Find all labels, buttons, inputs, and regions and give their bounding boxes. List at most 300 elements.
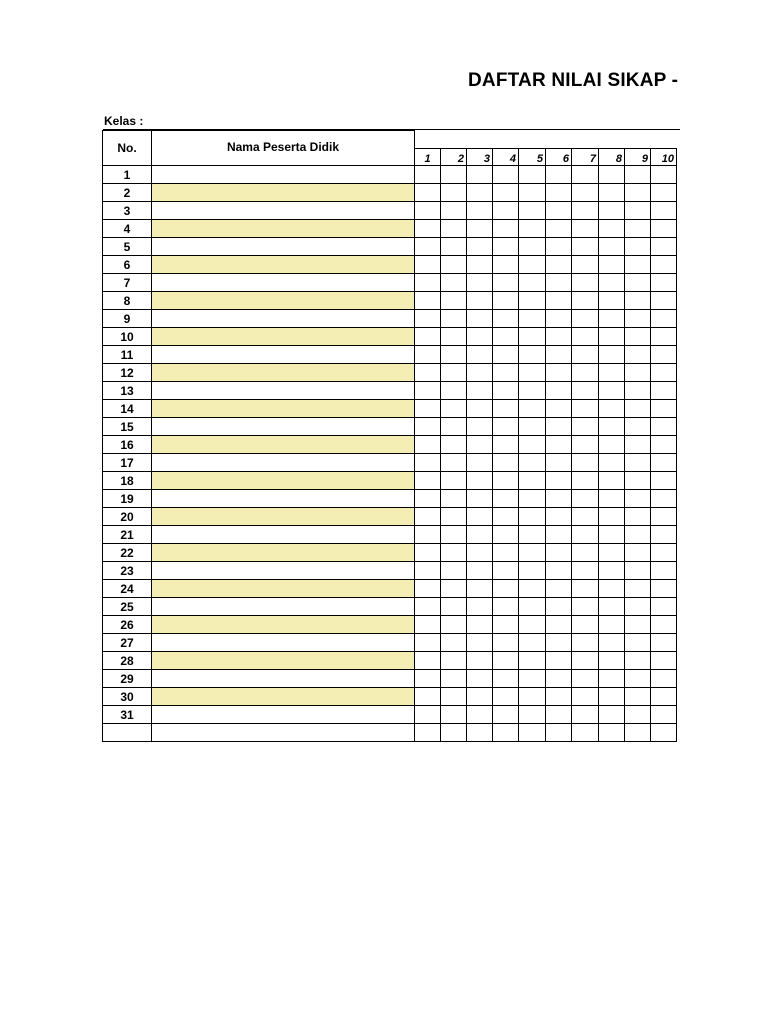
score-cell[interactable] [519,238,546,256]
score-cell[interactable] [651,454,677,472]
student-name-cell[interactable] [152,274,415,292]
student-name-cell[interactable] [152,184,415,202]
score-cell[interactable] [415,688,441,706]
score-cell[interactable] [546,346,572,364]
score-cell[interactable] [493,526,519,544]
score-cell[interactable] [441,310,467,328]
score-cell[interactable] [415,490,441,508]
score-cell[interactable] [467,472,493,490]
score-cell[interactable] [493,382,519,400]
student-name-cell[interactable] [152,418,415,436]
score-cell[interactable] [546,526,572,544]
student-name-cell[interactable] [152,166,415,184]
score-cell[interactable] [519,166,546,184]
score-cell[interactable] [599,706,625,724]
score-cell[interactable] [467,508,493,526]
score-cell[interactable] [467,238,493,256]
score-cell[interactable] [572,562,599,580]
score-cell[interactable] [415,634,441,652]
score-cell[interactable] [599,472,625,490]
score-cell[interactable] [599,724,625,742]
score-cell[interactable] [493,202,519,220]
score-cell[interactable] [651,292,677,310]
score-cell[interactable] [467,436,493,454]
score-cell[interactable] [599,220,625,238]
score-cell[interactable] [467,634,493,652]
student-name-cell[interactable] [152,436,415,454]
score-cell[interactable] [493,580,519,598]
score-cell[interactable] [415,598,441,616]
score-cell[interactable] [467,220,493,238]
score-cell[interactable] [441,202,467,220]
score-cell[interactable] [572,652,599,670]
score-cell[interactable] [546,634,572,652]
score-cell[interactable] [651,508,677,526]
student-name-cell[interactable] [152,580,415,598]
score-cell[interactable] [441,184,467,202]
score-cell[interactable] [467,292,493,310]
score-cell[interactable] [651,490,677,508]
score-cell[interactable] [625,508,651,526]
student-name-cell[interactable] [152,346,415,364]
score-cell[interactable] [415,220,441,238]
score-cell[interactable] [493,472,519,490]
score-cell[interactable] [519,526,546,544]
score-cell[interactable] [467,724,493,742]
score-cell[interactable] [625,490,651,508]
score-cell[interactable] [493,634,519,652]
score-cell[interactable] [493,508,519,526]
score-cell[interactable] [625,526,651,544]
score-cell[interactable] [493,454,519,472]
score-cell[interactable] [493,292,519,310]
score-cell[interactable] [599,454,625,472]
score-cell[interactable] [599,526,625,544]
score-cell[interactable] [519,652,546,670]
score-cell[interactable] [625,706,651,724]
score-cell[interactable] [415,580,441,598]
score-cell[interactable] [415,202,441,220]
score-cell[interactable] [651,652,677,670]
score-cell[interactable] [651,598,677,616]
score-cell[interactable] [546,580,572,598]
score-cell[interactable] [651,310,677,328]
score-cell[interactable] [519,724,546,742]
student-name-cell[interactable] [152,454,415,472]
student-name-cell[interactable] [152,472,415,490]
score-cell[interactable] [599,202,625,220]
score-cell[interactable] [572,310,599,328]
score-cell[interactable] [572,400,599,418]
score-cell[interactable] [651,238,677,256]
score-cell[interactable] [467,652,493,670]
score-cell[interactable] [625,220,651,238]
score-cell[interactable] [651,256,677,274]
score-cell[interactable] [519,688,546,706]
score-cell[interactable] [467,454,493,472]
score-cell[interactable] [493,328,519,346]
score-cell[interactable] [651,562,677,580]
score-cell[interactable] [572,364,599,382]
score-cell[interactable] [546,490,572,508]
score-cell[interactable] [441,274,467,292]
score-cell[interactable] [415,508,441,526]
score-cell[interactable] [415,328,441,346]
score-cell[interactable] [415,454,441,472]
score-cell[interactable] [572,616,599,634]
score-cell[interactable] [441,364,467,382]
score-cell[interactable] [651,670,677,688]
score-cell[interactable] [599,418,625,436]
score-cell[interactable] [519,364,546,382]
score-cell[interactable] [651,364,677,382]
score-cell[interactable] [415,472,441,490]
score-cell[interactable] [519,184,546,202]
score-cell[interactable] [625,454,651,472]
score-cell[interactable] [572,670,599,688]
score-cell[interactable] [441,238,467,256]
score-cell[interactable] [441,436,467,454]
score-cell[interactable] [493,310,519,328]
student-name-cell[interactable] [152,706,415,724]
student-name-cell[interactable] [152,562,415,580]
score-cell[interactable] [493,184,519,202]
score-cell[interactable] [467,400,493,418]
student-name-cell[interactable] [152,670,415,688]
score-cell[interactable] [546,184,572,202]
score-cell[interactable] [599,688,625,706]
score-cell[interactable] [599,256,625,274]
score-cell[interactable] [625,544,651,562]
score-cell[interactable] [572,274,599,292]
score-cell[interactable] [572,454,599,472]
score-cell[interactable] [519,202,546,220]
score-cell[interactable] [625,472,651,490]
score-cell[interactable] [572,436,599,454]
score-cell[interactable] [625,616,651,634]
score-cell[interactable] [625,598,651,616]
score-cell[interactable] [651,634,677,652]
score-cell[interactable] [651,400,677,418]
score-cell[interactable] [599,634,625,652]
student-name-cell[interactable] [152,724,415,742]
score-cell[interactable] [493,400,519,418]
score-cell[interactable] [467,706,493,724]
student-name-cell[interactable] [152,508,415,526]
score-cell[interactable] [546,544,572,562]
score-cell[interactable] [493,418,519,436]
score-cell[interactable] [599,616,625,634]
score-cell[interactable] [493,544,519,562]
score-cell[interactable] [467,382,493,400]
score-cell[interactable] [519,436,546,454]
student-name-cell[interactable] [152,364,415,382]
score-cell[interactable] [625,184,651,202]
score-cell[interactable] [572,472,599,490]
score-cell[interactable] [467,202,493,220]
score-cell[interactable] [599,292,625,310]
score-cell[interactable] [519,292,546,310]
student-name-cell[interactable] [152,526,415,544]
score-cell[interactable] [651,382,677,400]
score-cell[interactable] [572,688,599,706]
score-cell[interactable] [415,274,441,292]
score-cell[interactable] [519,328,546,346]
score-cell[interactable] [546,166,572,184]
score-cell[interactable] [415,310,441,328]
score-cell[interactable] [546,562,572,580]
score-cell[interactable] [625,292,651,310]
score-cell[interactable] [572,328,599,346]
score-cell[interactable] [599,184,625,202]
score-cell[interactable] [467,670,493,688]
score-cell[interactable] [572,634,599,652]
student-name-cell[interactable] [152,382,415,400]
score-cell[interactable] [441,634,467,652]
score-cell[interactable] [599,652,625,670]
score-cell[interactable] [493,364,519,382]
score-cell[interactable] [572,490,599,508]
score-cell[interactable] [519,346,546,364]
score-cell[interactable] [599,400,625,418]
score-cell[interactable] [599,598,625,616]
score-cell[interactable] [625,670,651,688]
score-cell[interactable] [519,382,546,400]
score-cell[interactable] [519,472,546,490]
student-name-cell[interactable] [152,310,415,328]
score-cell[interactable] [493,274,519,292]
score-cell[interactable] [493,706,519,724]
score-cell[interactable] [441,580,467,598]
score-cell[interactable] [519,508,546,526]
score-cell[interactable] [415,184,441,202]
score-cell[interactable] [415,724,441,742]
score-cell[interactable] [415,382,441,400]
score-cell[interactable] [599,562,625,580]
score-cell[interactable] [546,310,572,328]
score-cell[interactable] [625,634,651,652]
score-cell[interactable] [441,490,467,508]
score-cell[interactable] [599,580,625,598]
score-cell[interactable] [625,238,651,256]
student-name-cell[interactable] [152,544,415,562]
score-cell[interactable] [651,616,677,634]
score-cell[interactable] [599,490,625,508]
score-cell[interactable] [441,562,467,580]
score-cell[interactable] [625,310,651,328]
score-cell[interactable] [572,166,599,184]
score-cell[interactable] [441,598,467,616]
score-cell[interactable] [441,706,467,724]
score-cell[interactable] [441,652,467,670]
score-cell[interactable] [651,202,677,220]
score-cell[interactable] [546,364,572,382]
score-cell[interactable] [415,616,441,634]
score-cell[interactable] [625,562,651,580]
student-name-cell[interactable] [152,328,415,346]
score-cell[interactable] [519,598,546,616]
score-cell[interactable] [625,166,651,184]
score-cell[interactable] [599,346,625,364]
score-cell[interactable] [441,616,467,634]
score-cell[interactable] [519,670,546,688]
score-cell[interactable] [651,544,677,562]
score-cell[interactable] [467,184,493,202]
score-cell[interactable] [625,382,651,400]
student-name-cell[interactable] [152,256,415,274]
score-cell[interactable] [625,652,651,670]
score-cell[interactable] [572,220,599,238]
score-cell[interactable] [441,382,467,400]
score-cell[interactable] [467,616,493,634]
score-cell[interactable] [599,544,625,562]
score-cell[interactable] [546,274,572,292]
score-cell[interactable] [441,346,467,364]
score-cell[interactable] [519,634,546,652]
score-cell[interactable] [651,688,677,706]
score-cell[interactable] [572,202,599,220]
score-cell[interactable] [415,400,441,418]
student-name-cell[interactable] [152,652,415,670]
score-cell[interactable] [415,238,441,256]
score-cell[interactable] [599,238,625,256]
score-cell[interactable] [625,202,651,220]
score-cell[interactable] [651,418,677,436]
student-name-cell[interactable] [152,616,415,634]
score-cell[interactable] [415,544,441,562]
score-cell[interactable] [625,418,651,436]
score-cell[interactable] [467,166,493,184]
student-name-cell[interactable] [152,202,415,220]
score-cell[interactable] [546,598,572,616]
score-cell[interactable] [519,256,546,274]
score-cell[interactable] [441,418,467,436]
score-cell[interactable] [493,238,519,256]
score-cell[interactable] [625,328,651,346]
score-cell[interactable] [546,688,572,706]
score-cell[interactable] [519,616,546,634]
score-cell[interactable] [546,328,572,346]
score-cell[interactable] [651,274,677,292]
score-cell[interactable] [546,436,572,454]
score-cell[interactable] [572,544,599,562]
score-cell[interactable] [546,292,572,310]
score-cell[interactable] [519,274,546,292]
score-cell[interactable] [572,292,599,310]
score-cell[interactable] [546,238,572,256]
score-cell[interactable] [415,418,441,436]
score-cell[interactable] [467,562,493,580]
score-cell[interactable] [415,166,441,184]
score-cell[interactable] [467,256,493,274]
score-cell[interactable] [546,472,572,490]
student-name-cell[interactable] [152,238,415,256]
score-cell[interactable] [572,580,599,598]
score-cell[interactable] [651,220,677,238]
score-cell[interactable] [651,184,677,202]
score-cell[interactable] [467,418,493,436]
score-cell[interactable] [493,724,519,742]
score-cell[interactable] [493,670,519,688]
score-cell[interactable] [441,166,467,184]
score-cell[interactable] [467,364,493,382]
score-cell[interactable] [467,688,493,706]
student-name-cell[interactable] [152,292,415,310]
score-cell[interactable] [493,616,519,634]
score-cell[interactable] [415,364,441,382]
score-cell[interactable] [546,400,572,418]
score-cell[interactable] [519,310,546,328]
score-cell[interactable] [625,364,651,382]
score-cell[interactable] [467,580,493,598]
score-cell[interactable] [415,346,441,364]
score-cell[interactable] [651,472,677,490]
score-cell[interactable] [625,400,651,418]
score-cell[interactable] [625,346,651,364]
score-cell[interactable] [546,616,572,634]
score-cell[interactable] [599,166,625,184]
score-cell[interactable] [651,706,677,724]
score-cell[interactable] [572,526,599,544]
score-cell[interactable] [467,328,493,346]
score-cell[interactable] [519,490,546,508]
score-cell[interactable] [493,688,519,706]
score-cell[interactable] [519,544,546,562]
score-cell[interactable] [625,274,651,292]
score-cell[interactable] [441,688,467,706]
score-cell[interactable] [441,724,467,742]
score-cell[interactable] [599,508,625,526]
score-cell[interactable] [651,580,677,598]
score-cell[interactable] [493,490,519,508]
score-cell[interactable] [519,706,546,724]
score-cell[interactable] [546,454,572,472]
score-cell[interactable] [625,724,651,742]
score-cell[interactable] [415,292,441,310]
score-cell[interactable] [415,436,441,454]
score-cell[interactable] [493,166,519,184]
student-name-cell[interactable] [152,400,415,418]
score-cell[interactable] [546,508,572,526]
student-name-cell[interactable] [152,688,415,706]
score-cell[interactable] [651,724,677,742]
score-cell[interactable] [599,436,625,454]
score-cell[interactable] [599,310,625,328]
score-cell[interactable] [493,436,519,454]
score-cell[interactable] [493,346,519,364]
score-cell[interactable] [546,652,572,670]
score-cell[interactable] [651,346,677,364]
score-cell[interactable] [467,598,493,616]
score-cell[interactable] [572,706,599,724]
score-cell[interactable] [572,598,599,616]
score-cell[interactable] [493,598,519,616]
score-cell[interactable] [415,652,441,670]
score-cell[interactable] [441,292,467,310]
score-cell[interactable] [519,454,546,472]
score-cell[interactable] [572,184,599,202]
score-cell[interactable] [572,256,599,274]
score-cell[interactable] [572,724,599,742]
score-cell[interactable] [467,526,493,544]
score-cell[interactable] [572,382,599,400]
score-cell[interactable] [467,274,493,292]
score-cell[interactable] [415,562,441,580]
score-cell[interactable] [572,238,599,256]
score-cell[interactable] [519,580,546,598]
score-cell[interactable] [625,688,651,706]
score-cell[interactable] [546,202,572,220]
